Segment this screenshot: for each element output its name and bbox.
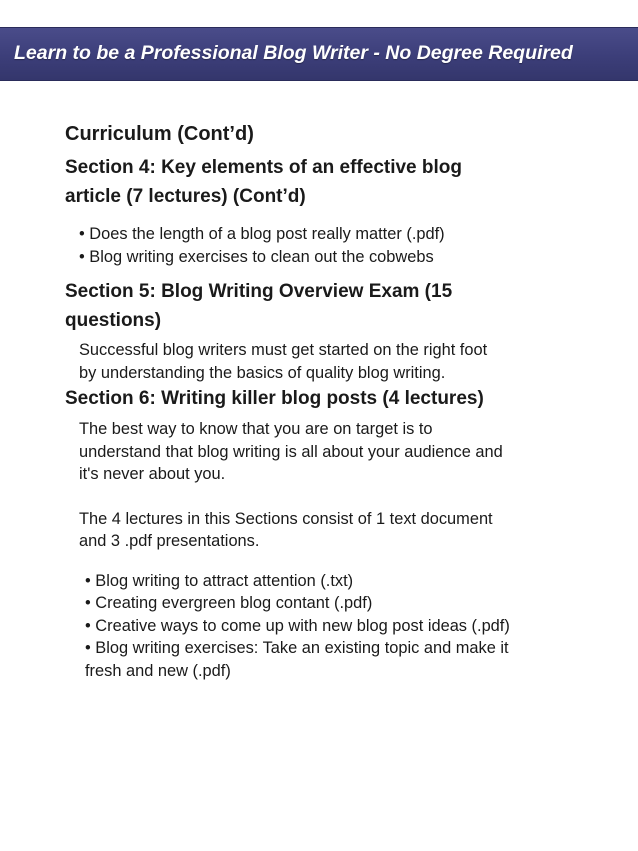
section-6-paragraph-1-line-2: understand that blog writing is all about your audience and xyxy=(79,442,503,461)
section-6-paragraph-2-line-1: The 4 lectures in this Sections consist of 1 text document xyxy=(79,509,493,528)
section-6-paragraph-1-line-3: it's never about you. xyxy=(79,465,226,483)
section-5-description-line-2: by understanding the basics of quality blog writing. xyxy=(79,363,446,382)
section-5-title-line-2: questions) xyxy=(65,310,162,331)
page-content xyxy=(65,120,585,682)
section-6-list xyxy=(65,570,585,683)
list-item: • Blog writing to attract attention (.txt) xyxy=(85,571,354,590)
section-4-title-line-1: Section 4: Key elements of an effective blog xyxy=(65,157,462,178)
list-item: • Blog writing exercises to clean out the cobwebs xyxy=(79,247,434,266)
section-6-paragraph-1-line-1: The best way to know that you are on target is to xyxy=(79,420,433,438)
section-6-title: Section 6: Writing killer blog posts (4 lectures) xyxy=(65,388,484,409)
section-4-list xyxy=(65,223,585,268)
section-5-title-line-1: Section 5: Blog Writing Overview Exam (15 xyxy=(65,281,453,302)
section-5-description-line-1: Successful blog writers must get started on the right foot xyxy=(79,341,488,359)
page-heading: Curriculum (Cont’d) xyxy=(65,123,254,145)
list-item: • Creating evergreen blog contant (.pdf) xyxy=(85,594,373,612)
list-item: fresh and new (.pdf) xyxy=(85,661,231,680)
list-item: • Does the length of a blog post really matter (.pdf) xyxy=(79,225,445,243)
list-item: • Creative ways to come up with new blog post ideas (.pdf) xyxy=(85,616,510,635)
header-banner xyxy=(0,27,638,81)
section-4-title-line-2: article (7 lectures) (Cont’d) xyxy=(65,186,306,207)
list-item: • Blog writing exercises: Take an existing topic and make it xyxy=(85,639,509,657)
banner-title: Learn to be a Professional Blog Writer - No Degree Required xyxy=(14,42,573,64)
section-6-paragraph-2-line-2: and 3 .pdf presentations. xyxy=(79,532,260,550)
